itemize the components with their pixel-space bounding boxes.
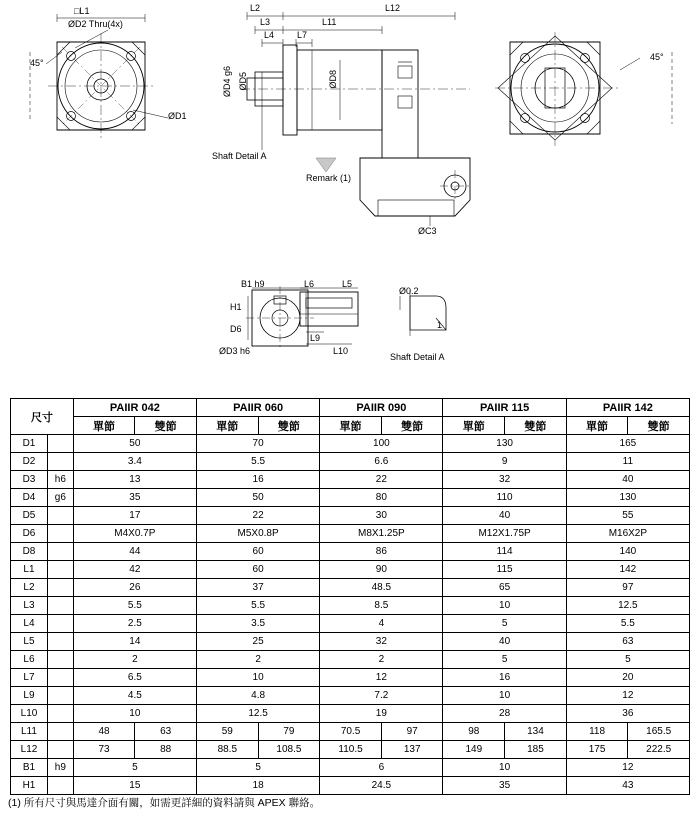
cell-value: 40 bbox=[443, 507, 566, 525]
cell-value: 118 bbox=[566, 723, 628, 741]
cell-value: 185 bbox=[505, 741, 567, 759]
label-shaft-detail-a-ref: Shaft Detail A bbox=[212, 151, 267, 161]
cell-value: 165 bbox=[566, 435, 689, 453]
row-dimension-name: D8 bbox=[11, 543, 48, 561]
cell-value: 50 bbox=[196, 489, 319, 507]
cell-value: 12 bbox=[566, 687, 689, 705]
cell-value: 26 bbox=[73, 579, 196, 597]
cell-value: 12.5 bbox=[196, 705, 319, 723]
cell-value: 22 bbox=[320, 471, 443, 489]
cell-value: 12.5 bbox=[566, 597, 689, 615]
table-row bbox=[11, 687, 690, 705]
cell-value: 2.5 bbox=[73, 615, 196, 633]
row-dimension-tolerance bbox=[47, 579, 73, 597]
footnote: (1) 所有尺寸與馬達介面有關，如需更詳細的資料請與 APEX 聯絡。 bbox=[8, 797, 321, 809]
row-dimension-name: L10 bbox=[11, 705, 48, 723]
row-dimension-tolerance bbox=[47, 561, 73, 579]
cell-value: 15 bbox=[73, 777, 196, 795]
row-dimension-name: L6 bbox=[11, 651, 48, 669]
row-dimension-tolerance: g6 bbox=[47, 489, 73, 507]
row-dimension-tolerance bbox=[47, 723, 73, 741]
cell-value: 130 bbox=[443, 435, 566, 453]
row-dimension-tolerance bbox=[47, 687, 73, 705]
label-d1: ØD1 bbox=[168, 111, 187, 121]
cell-value: 32 bbox=[320, 633, 443, 651]
label-d5: ØD5 bbox=[238, 72, 248, 91]
cell-value: 40 bbox=[443, 633, 566, 651]
cell-value: 32 bbox=[443, 471, 566, 489]
header-model-1: PAIIR 060 bbox=[196, 399, 319, 417]
header-stage-single-3: 單節 bbox=[443, 417, 505, 435]
row-dimension-name: D6 bbox=[11, 525, 48, 543]
cell-value: 88.5 bbox=[196, 741, 258, 759]
row-dimension-name: L11 bbox=[11, 723, 48, 741]
cell-value: M12X1.75P bbox=[443, 525, 566, 543]
table-row bbox=[11, 615, 690, 633]
row-dimension-name: D3 bbox=[11, 471, 48, 489]
cell-value: 142 bbox=[566, 561, 689, 579]
cell-value: 5 bbox=[73, 759, 196, 777]
cell-value: 30 bbox=[320, 507, 443, 525]
cell-value: 9 bbox=[443, 453, 566, 471]
row-dimension-name: L4 bbox=[11, 615, 48, 633]
label-l5: L5 bbox=[342, 279, 353, 289]
cell-value: 42 bbox=[73, 561, 196, 579]
cell-value: 115 bbox=[443, 561, 566, 579]
cell-value: 65 bbox=[443, 579, 566, 597]
cell-value: 36 bbox=[566, 705, 689, 723]
cell-value: 6 bbox=[320, 759, 443, 777]
cell-value: 3.5 bbox=[196, 615, 319, 633]
table-row bbox=[11, 759, 690, 777]
label-d3: ØD3 h6 bbox=[219, 346, 251, 356]
table-row bbox=[11, 507, 690, 525]
header-model-0: PAIIR 042 bbox=[73, 399, 196, 417]
cell-value: 48.5 bbox=[320, 579, 443, 597]
cell-value: 5 bbox=[566, 651, 689, 669]
cell-value: 70 bbox=[196, 435, 319, 453]
cell-value: 40 bbox=[566, 471, 689, 489]
header-model-2: PAIIR 090 bbox=[320, 399, 443, 417]
cell-value: 4 bbox=[320, 615, 443, 633]
cell-value: 80 bbox=[320, 489, 443, 507]
label-l7: L7 bbox=[297, 30, 308, 40]
row-dimension-tolerance bbox=[47, 525, 73, 543]
header-stage-single-0: 單節 bbox=[73, 417, 135, 435]
row-dimension-name: H1 bbox=[11, 777, 48, 795]
table-row bbox=[11, 705, 690, 723]
cell-value: 98 bbox=[443, 723, 505, 741]
label-angle-left: 45° bbox=[30, 58, 44, 68]
cell-value: 35 bbox=[73, 489, 196, 507]
row-dimension-name: L1 bbox=[11, 561, 48, 579]
label-d2-thru: ØD2 Thru(4x) bbox=[68, 19, 123, 29]
label-h1: H1 bbox=[230, 302, 242, 312]
table-row bbox=[11, 543, 690, 561]
cell-value: M16X2P bbox=[566, 525, 689, 543]
label-l10: L10 bbox=[333, 346, 349, 356]
cell-value: 43 bbox=[566, 777, 689, 795]
label-d6: D6 bbox=[230, 324, 242, 334]
header-stage-double-4: 雙節 bbox=[628, 417, 690, 435]
table-row bbox=[11, 651, 690, 669]
table-head bbox=[11, 399, 690, 435]
label-l6: L6 bbox=[304, 279, 315, 289]
table-row bbox=[11, 597, 690, 615]
cell-value: 11 bbox=[566, 453, 689, 471]
row-dimension-tolerance bbox=[47, 507, 73, 525]
table-row bbox=[11, 777, 690, 795]
cell-value: 100 bbox=[320, 435, 443, 453]
cell-value: 6.5 bbox=[73, 669, 196, 687]
cell-value: 50 bbox=[73, 435, 196, 453]
cell-value: 55 bbox=[566, 507, 689, 525]
cell-value: 22 bbox=[196, 507, 319, 525]
table-row bbox=[11, 489, 690, 507]
row-dimension-tolerance bbox=[47, 777, 73, 795]
cell-value: 48 bbox=[73, 723, 135, 741]
cell-value: 110.5 bbox=[320, 741, 382, 759]
cell-value: 5.5 bbox=[566, 615, 689, 633]
cell-value: 114 bbox=[443, 543, 566, 561]
cell-value: 110 bbox=[443, 489, 566, 507]
table-row bbox=[11, 435, 690, 453]
cell-value: 5 bbox=[443, 651, 566, 669]
cell-value: 5 bbox=[443, 615, 566, 633]
cell-value: 4.8 bbox=[196, 687, 319, 705]
row-dimension-name: L3 bbox=[11, 597, 48, 615]
row-dimension-tolerance bbox=[47, 669, 73, 687]
cell-value: 10 bbox=[73, 705, 196, 723]
cell-value: 17 bbox=[73, 507, 196, 525]
cell-value: 63 bbox=[566, 633, 689, 651]
row-dimension-tolerance bbox=[47, 597, 73, 615]
cell-value: 3.4 bbox=[73, 453, 196, 471]
row-dimension-tolerance: h6 bbox=[47, 471, 73, 489]
cell-value: 2 bbox=[196, 651, 319, 669]
cell-value: 18 bbox=[196, 777, 319, 795]
row-dimension-name: L5 bbox=[11, 633, 48, 651]
cell-value: 222.5 bbox=[628, 741, 690, 759]
cell-value: 140 bbox=[566, 543, 689, 561]
cell-value: 73 bbox=[73, 741, 135, 759]
cell-value: 7.2 bbox=[320, 687, 443, 705]
table-row bbox=[11, 561, 690, 579]
row-dimension-tolerance bbox=[47, 543, 73, 561]
table-row bbox=[11, 633, 690, 651]
row-dimension-name: L2 bbox=[11, 579, 48, 597]
table-body bbox=[11, 435, 690, 795]
label-chamfer-one: 1 bbox=[437, 320, 443, 330]
cell-value: 60 bbox=[196, 543, 319, 561]
cell-value: 88 bbox=[135, 741, 197, 759]
table-row bbox=[11, 471, 690, 489]
cell-value: 28 bbox=[443, 705, 566, 723]
label-l11: L11 bbox=[322, 17, 337, 27]
row-dimension-name: D4 bbox=[11, 489, 48, 507]
table-row bbox=[11, 525, 690, 543]
cell-value: 5 bbox=[196, 759, 319, 777]
label-remark: Remark (1) bbox=[306, 173, 352, 183]
cell-value: M5X0.8P bbox=[196, 525, 319, 543]
cell-value: 2 bbox=[73, 651, 196, 669]
table-row bbox=[11, 723, 690, 741]
row-dimension-name: D1 bbox=[11, 435, 48, 453]
cell-value: 175 bbox=[566, 741, 628, 759]
cell-value: 4.5 bbox=[73, 687, 196, 705]
cell-value: 130 bbox=[566, 489, 689, 507]
row-dimension-tolerance bbox=[47, 453, 73, 471]
row-dimension-name: L9 bbox=[11, 687, 48, 705]
cell-value: 12 bbox=[320, 669, 443, 687]
cell-value: 37 bbox=[196, 579, 319, 597]
table-row bbox=[11, 453, 690, 471]
table-header-row-stages bbox=[11, 417, 690, 435]
cell-value: 12 bbox=[566, 759, 689, 777]
cell-value: 5.5 bbox=[73, 597, 196, 615]
cell-value: 165.5 bbox=[628, 723, 690, 741]
cell-value: 149 bbox=[443, 741, 505, 759]
cell-value: 79 bbox=[258, 723, 320, 741]
cell-value: 97 bbox=[381, 723, 443, 741]
cell-value: 44 bbox=[73, 543, 196, 561]
label-l12: L12 bbox=[385, 3, 401, 13]
cell-value: M4X0.7P bbox=[73, 525, 196, 543]
dimension-table-container bbox=[10, 398, 690, 795]
table-header-row-models bbox=[11, 399, 690, 417]
label-d8: ØD8 bbox=[328, 70, 338, 89]
row-dimension-name: B1 bbox=[11, 759, 48, 777]
cell-value: 10 bbox=[196, 669, 319, 687]
cell-value: 5.5 bbox=[196, 597, 319, 615]
label-angle-right: 45° bbox=[650, 52, 664, 62]
header-stage-single-4: 單節 bbox=[566, 417, 628, 435]
row-dimension-tolerance bbox=[47, 435, 73, 453]
cell-value: 19 bbox=[320, 705, 443, 723]
label-l3: L3 bbox=[260, 17, 271, 27]
row-dimension-tolerance: h9 bbox=[47, 759, 73, 777]
cell-value: 14 bbox=[73, 633, 196, 651]
label-l4: L4 bbox=[264, 30, 275, 40]
cell-value: 6.6 bbox=[320, 453, 443, 471]
label-l9: L9 bbox=[310, 333, 321, 343]
cell-value: 5.5 bbox=[196, 453, 319, 471]
cell-value: 97 bbox=[566, 579, 689, 597]
header-stage-double-2: 雙節 bbox=[381, 417, 443, 435]
cell-value: 70.5 bbox=[320, 723, 382, 741]
cell-value: 16 bbox=[443, 669, 566, 687]
row-dimension-tolerance bbox=[47, 741, 73, 759]
header-dimension: 尺寸 bbox=[11, 399, 74, 435]
label-chamfer-tolerance: Ø0.2 bbox=[399, 286, 419, 296]
cell-value: 25 bbox=[196, 633, 319, 651]
header-stage-single-2: 單節 bbox=[320, 417, 382, 435]
table-row bbox=[11, 579, 690, 597]
cell-value: 60 bbox=[196, 561, 319, 579]
drawing-vector bbox=[0, 0, 700, 375]
label-l2: L2 bbox=[250, 3, 261, 13]
cell-value: 86 bbox=[320, 543, 443, 561]
table-row bbox=[11, 741, 690, 759]
row-dimension-name: L12 bbox=[11, 741, 48, 759]
cell-value: 20 bbox=[566, 669, 689, 687]
header-model-3: PAIIR 115 bbox=[443, 399, 566, 417]
header-stage-double-3: 雙節 bbox=[505, 417, 567, 435]
row-dimension-tolerance bbox=[47, 651, 73, 669]
cell-value: 63 bbox=[135, 723, 197, 741]
header-stage-double-0: 雙節 bbox=[135, 417, 197, 435]
technical-drawing-area bbox=[0, 0, 700, 375]
cell-value: M8X1.25P bbox=[320, 525, 443, 543]
cell-value: 24.5 bbox=[320, 777, 443, 795]
cell-value: 134 bbox=[505, 723, 567, 741]
cell-value: 10 bbox=[443, 687, 566, 705]
dimension-table bbox=[10, 398, 690, 795]
cell-value: 16 bbox=[196, 471, 319, 489]
row-dimension-tolerance bbox=[47, 705, 73, 723]
label-shaft-detail-a: Shaft Detail A bbox=[390, 352, 445, 362]
label-c3: ØC3 bbox=[418, 226, 437, 236]
table-row bbox=[11, 669, 690, 687]
header-stage-double-1: 雙節 bbox=[258, 417, 320, 435]
cell-value: 13 bbox=[73, 471, 196, 489]
cell-value: 35 bbox=[443, 777, 566, 795]
row-dimension-tolerance bbox=[47, 633, 73, 651]
label-b1: B1 h9 bbox=[241, 279, 265, 289]
row-dimension-name: D2 bbox=[11, 453, 48, 471]
header-model-4: PAIIR 142 bbox=[566, 399, 689, 417]
row-dimension-name: L7 bbox=[11, 669, 48, 687]
cell-value: 10 bbox=[443, 759, 566, 777]
cell-value: 2 bbox=[320, 651, 443, 669]
row-dimension-tolerance bbox=[47, 615, 73, 633]
cell-value: 8.5 bbox=[320, 597, 443, 615]
cell-value: 90 bbox=[320, 561, 443, 579]
row-dimension-name: D5 bbox=[11, 507, 48, 525]
cell-value: 137 bbox=[381, 741, 443, 759]
cell-value: 10 bbox=[443, 597, 566, 615]
label-l1: □L1 bbox=[74, 6, 90, 16]
cell-value: 59 bbox=[196, 723, 258, 741]
header-stage-single-1: 單節 bbox=[196, 417, 258, 435]
cell-value: 108.5 bbox=[258, 741, 320, 759]
label-d4: ØD4 g6 bbox=[222, 66, 232, 98]
